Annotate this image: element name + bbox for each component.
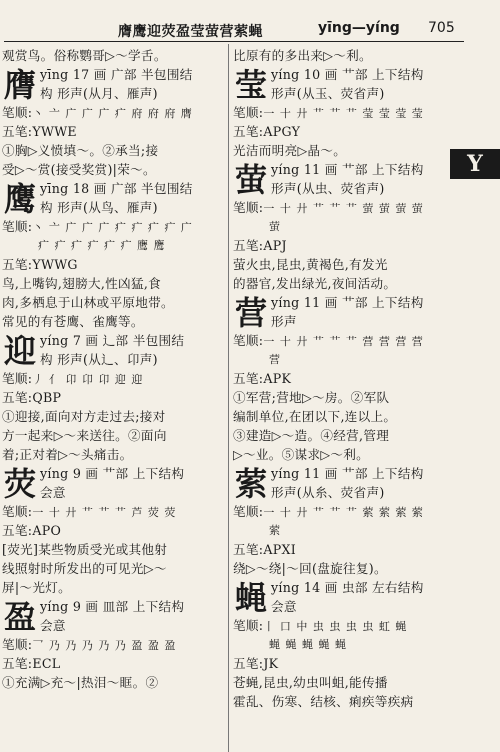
entry-structure-line: 会意 bbox=[271, 599, 297, 614]
entry-pinyin-line: yíng 11 画 艹部 上下结构 bbox=[271, 295, 424, 310]
entry-structure-line: 构 形声(从鸟、雁声) bbox=[40, 200, 158, 215]
column-divider bbox=[228, 44, 229, 752]
strokes-label: 笔顺: bbox=[2, 504, 33, 519]
entry-structure-line: 会意 bbox=[40, 618, 66, 633]
index-tab: Y bbox=[450, 149, 500, 179]
definition-line: ①充满▷充～|热泪～眶。② bbox=[2, 675, 159, 690]
definition-line: 苍蝇,昆虫,幼虫叫蛆,能传播 bbox=[233, 675, 388, 690]
definition-line: ①军营;营地▷～房。②军队 bbox=[233, 390, 390, 405]
strokes-label: 笔顺: bbox=[2, 219, 33, 234]
entry-ying-jade bbox=[233, 65, 451, 160]
definition-line: 屏|～光灯。 bbox=[2, 580, 72, 595]
entry-structure-line: 形声(从玉、荧省声) bbox=[271, 86, 385, 101]
definition-line: 着;正对着▷～头痛击。 bbox=[2, 447, 133, 462]
entry-pinyin-line: yíng 10 画 艹部 上下结构 bbox=[271, 67, 424, 82]
strokes-label: 笔顺: bbox=[233, 333, 264, 348]
entry-structure-line: 会意 bbox=[40, 485, 66, 500]
stroke-order: 一 十 廾 艹 艹 艹 萦 萦 萦 萦 bbox=[263, 506, 424, 519]
definition-line: 光洁而明亮▷晶～。 bbox=[233, 143, 347, 158]
entry-ying-entwine bbox=[233, 464, 451, 578]
continuation-text: 比原有的多出来▷～利。 bbox=[233, 48, 372, 63]
header-title: 膺鹰迎荧盈莹萤营萦蝇 bbox=[118, 24, 263, 40]
head-character: 荧 bbox=[3, 465, 36, 503]
strokes-label: 笔顺: bbox=[233, 105, 264, 120]
stroke-order-cont: 蝇 蝇 蝇 蝇 蝇 bbox=[269, 638, 347, 651]
head-character: 萤 bbox=[234, 161, 267, 199]
wubi-code: 五笔:YWWG bbox=[2, 257, 78, 272]
stroke-order-cont: 营 bbox=[269, 353, 281, 366]
entry-structure-line: 形声 bbox=[271, 314, 297, 329]
header-pinyin: yīng—yíng bbox=[318, 20, 400, 36]
right-column bbox=[233, 46, 451, 711]
stroke-order: 一 十 廾 艹 艹 艹 营 营 营 营 bbox=[263, 335, 424, 348]
definition-line: 编制单位,在团以下,连以上。 bbox=[233, 409, 397, 424]
wubi-code: 五笔:JK bbox=[233, 656, 279, 671]
entry-pinyin-line: yíng 7 画 辶部 半包围结 bbox=[40, 333, 185, 348]
strokes-label: 笔顺: bbox=[233, 504, 264, 519]
header-rule bbox=[4, 41, 464, 42]
entry-pinyin-line: yíng 11 画 艹部 上下结构 bbox=[271, 162, 424, 177]
stroke-order: 丶 亠 广 广 广 疒 疒 疒 疒 广 bbox=[32, 221, 193, 234]
head-character: 萦 bbox=[234, 465, 267, 503]
head-character: 迎 bbox=[3, 332, 36, 370]
page-header bbox=[0, 0, 500, 44]
left-column bbox=[2, 46, 224, 692]
definition-line: 线照射时所发出的可见光▷～ bbox=[2, 561, 167, 576]
stroke-order: 丶 亠 广 广 广 疒 府 府 府 膺 bbox=[32, 107, 193, 120]
stroke-order: 丨 口 中 虫 虫 虫 虫 虹 蝇 bbox=[263, 620, 408, 633]
wubi-code: 五笔:APXI bbox=[233, 542, 297, 557]
wubi-code: 五笔:APGY bbox=[233, 124, 301, 139]
stroke-order: 丿 亻 卬 卬 卬 迎 迎 bbox=[32, 373, 144, 386]
head-character: 营 bbox=[234, 294, 267, 332]
strokes-label: 笔顺: bbox=[2, 637, 33, 652]
entry-pinyin-line: yíng 11 画 艹部 上下结构 bbox=[271, 466, 424, 481]
strokes-label: 笔顺: bbox=[233, 618, 264, 633]
continuation-text: 观赏鸟。俗称鹦哥▷～学舌。 bbox=[2, 48, 167, 63]
stroke-order: 一 十 廾 艹 艹 艹 芦 荧 荧 bbox=[32, 506, 177, 519]
head-character: 蝇 bbox=[234, 579, 267, 617]
entry-structure-line: 构 形声(从月、雁声) bbox=[40, 86, 158, 101]
wubi-code: 五笔:APK bbox=[233, 371, 292, 386]
definition-line: 方一起来▷～来送往。②面向 bbox=[2, 428, 167, 443]
definition-line: 的器官,发出绿光,夜间活动。 bbox=[233, 276, 397, 291]
entry-ying-camp bbox=[233, 293, 451, 464]
stroke-order-cont: 萤 bbox=[269, 220, 281, 233]
definition-line: 肉,多栖息于山林或平原地带。 bbox=[2, 295, 174, 310]
entry-ying-eagle bbox=[2, 179, 224, 331]
entry-pinyin-line: yīng 18 画 广部 半包围结 bbox=[40, 181, 193, 196]
head-character: 鹰 bbox=[3, 180, 36, 218]
entry-ying-chest bbox=[2, 65, 224, 179]
entry-pinyin-line: yīng 17 画 广部 半包围结 bbox=[40, 67, 193, 82]
definition-line: [荧光]某些物质受光或其他射 bbox=[2, 542, 168, 557]
strokes-label: 笔顺: bbox=[2, 105, 33, 120]
entry-ying-welcome bbox=[2, 331, 224, 464]
stroke-order-cont: 疒 疒 疒 疒 疒 疒 鹰 鹰 bbox=[38, 239, 166, 252]
wubi-code: 五笔:ECL bbox=[2, 656, 61, 671]
definition-line: 萤火虫,昆虫,黄褐色,有发光 bbox=[233, 257, 388, 272]
wubi-code: 五笔:APJ bbox=[233, 238, 287, 253]
entry-ying-glow bbox=[233, 160, 451, 293]
head-character: 盈 bbox=[3, 598, 36, 636]
entry-pinyin-line: yíng 9 画 皿部 上下结构 bbox=[40, 599, 185, 614]
entry-ying-firefly bbox=[2, 464, 224, 597]
entry-pinyin-line: yíng 14 画 虫部 左右结构 bbox=[271, 580, 424, 595]
definition-line: 受▷～赏(接受奖赏)|荣～。 bbox=[2, 162, 156, 177]
page-number: 705 bbox=[428, 20, 455, 36]
entry-structure-line: 构 形声(从辶、卬声) bbox=[40, 352, 158, 367]
entry-ying-full bbox=[2, 597, 224, 692]
entry-ying-fly bbox=[233, 578, 451, 711]
head-character: 莹 bbox=[234, 66, 267, 104]
entry-structure-line: 形声(从糸、荧省声) bbox=[271, 485, 385, 500]
entry-pinyin-line: yíng 9 画 艹部 上下结构 bbox=[40, 466, 185, 481]
stroke-order-cont: 萦 bbox=[269, 524, 281, 537]
definition-line: ③建造▷～造。④经营,管理 bbox=[233, 428, 390, 443]
definition-line: 霍乱、伤寒、结核、痢疾等疾病 bbox=[233, 694, 414, 709]
wubi-code: 五笔:APO bbox=[2, 523, 62, 538]
definition-line: 常见的有苍鹰、雀鹰等。 bbox=[2, 314, 144, 329]
entry-structure-line: 形声(从虫、荧省声) bbox=[271, 181, 385, 196]
definition-line: ▷～业。⑤谋求▷～利。 bbox=[233, 447, 370, 462]
wubi-code: 五笔:QBP bbox=[2, 390, 62, 405]
definition-line: 鸟,上嘴钩,翅膀大,性凶猛,食 bbox=[2, 276, 162, 291]
wubi-code: 五笔:YWWE bbox=[2, 124, 77, 139]
definition-line: ①迎接,面向对方走过去;接对 bbox=[2, 409, 166, 424]
head-character: 膺 bbox=[3, 66, 36, 104]
stroke-order: 乛 乃 乃 乃 乃 乃 盈 盈 盈 bbox=[32, 639, 177, 652]
strokes-label: 笔顺: bbox=[2, 371, 33, 386]
stroke-order: 一 十 廾 艹 艹 艹 莹 莹 莹 莹 bbox=[263, 107, 424, 120]
definition-line: ①胸▷义愤填～。②承当;接 bbox=[2, 143, 159, 158]
stroke-order: 一 十 廾 艹 艹 艹 萤 萤 萤 萤 bbox=[263, 202, 424, 215]
strokes-label: 笔顺: bbox=[233, 200, 264, 215]
definition-line: 绕▷～绕|～回(盘旋往复)。 bbox=[233, 561, 387, 576]
